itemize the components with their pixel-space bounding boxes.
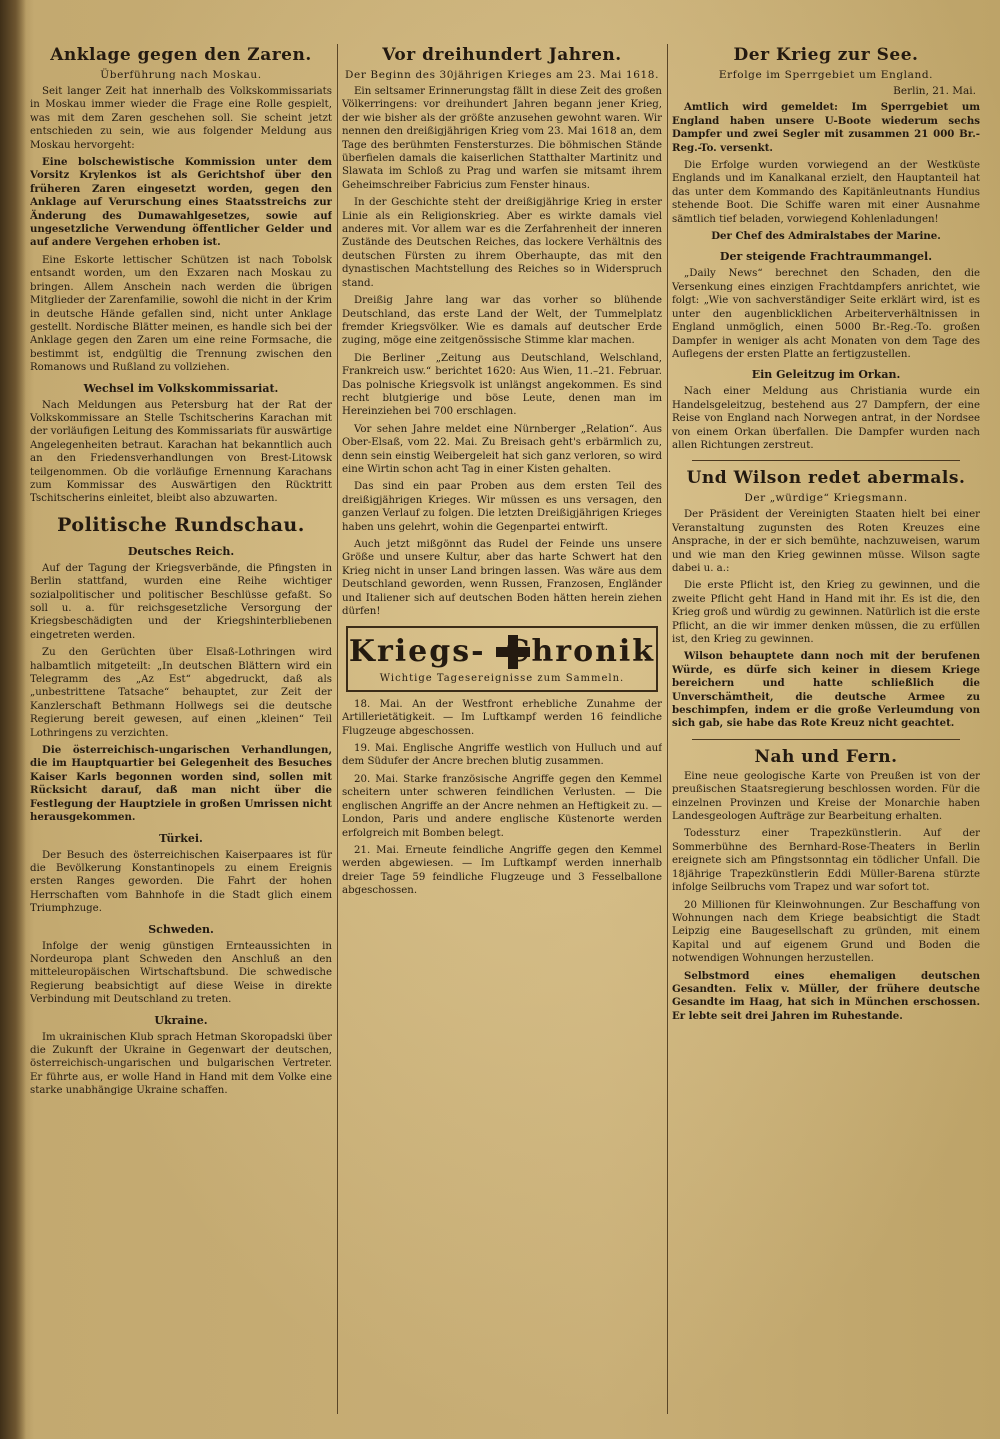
book-spine bbox=[0, 0, 26, 1439]
section-title: Politische Rundschau. bbox=[57, 513, 305, 536]
dateline: Berlin, 21. Mai. bbox=[893, 85, 976, 97]
chronik-entry: 20. Mai. Starke französische Angriffe gegen den Kemmel scheitern unter schweren feindlichen Verlusten. — Die englischen Angriffe an der Ancre nehmen an Heftigkeit zu. — London, Paris und andere englische Küstenorte werden erfolgreich mit Bomben belegt. bbox=[342, 773, 662, 839]
article-subtitle: Der Beginn des 30jährigen Krieges am 23. Mai 1618. bbox=[344, 69, 660, 81]
kriegs-chronik-box bbox=[346, 626, 658, 691]
section-heading: Wechsel im Volkskommissariat. bbox=[83, 381, 279, 395]
paragraph: Seit langer Zeit hat innerhalb des Volkskommissariats in Moskau immer wieder die Frage eine Rolle gespielt, was mit dem Zaren geschehen soll. Sie scheint jetzt entschieden zu sein, wie aus folgender Meldung aus Moskau hervorgeht: bbox=[30, 86, 332, 151]
paragraph: Der Präsident der Vereinigten Staaten hielt bei einer Veranstaltung zugunsten des Roten Kreuzes eine Ansprache, in der er sich bemühte, nachzuweisen, warum und wie man den Krieg gewinnen müsse. Wilson sagte dabei u. a.: bbox=[672, 509, 980, 574]
chronik-title-left: Kriegs- bbox=[348, 634, 486, 670]
chronik-entries bbox=[342, 698, 662, 898]
chronik-entry: 21. Mai. Erneute feindliche Angriffe gegen den Kemmel werden abgewiesen. — Im Luftkampf werden innerhalb dreier Tage 59 feindliche Flugzeuge und 3 Fesselballone abgeschossen. bbox=[342, 844, 662, 897]
paragraph: Der Besuch des österreichischen Kaiserpaares ist für die Bevölkerung Konstantinopels zu einem Ereignis ersten Ranges geworden. Die Fahrt der hohen Herrschaften vom Bahnhofe in die Stadt glich einem Triumphzuge. bbox=[30, 849, 332, 915]
paragraph: Vor sehen Jahre meldet eine Nürnberger „Relation“. Aus Ober-Elsaß, vom 22. Mai. Zu Breisach geht's erbärmlich zu, denn sein einstig Weibergeleit hat sich ganz verloren, so wird eine Wirtin schon acht Tag in einer Kisten gehalten. bbox=[342, 423, 662, 475]
divider bbox=[692, 739, 960, 740]
chronik-entry: 18. Mai. An der Westfront erhebliche Zunahme der Artillerietätigkeit. — Im Luftkampf werden 16 feindliche Flugzeuge abgeschossen. bbox=[342, 698, 662, 737]
section-heading: Deutsches Reich. bbox=[127, 544, 235, 558]
section-heading: Ein Geleitzug im Orkan. bbox=[751, 368, 901, 382]
chronik-subtitle: Wichtige Tagesereignisse zum Sammeln. bbox=[379, 673, 625, 685]
paragraph: Wilson behauptete dann noch mit der berufenen Würde, es dürfe sich keiner in diesem Kriege bereichern und hatte schließlich die Unverschämtheit, die deutsche Armee zu beschimpfen, indem er die große Verleumdung von sich gab, sie habe das Rote Kreuz nicht geachtet. bbox=[672, 650, 980, 730]
news-item: Selbstmord eines ehemaligen deutschen Gesandten. Felix v. Müller, der frühere deutsche Gesandte im Haag, hat sich in München erschossen. Er lebte seit drei Jahren im Ruhestande. bbox=[672, 969, 980, 1022]
article-title: Anklage gegen den Zaren. bbox=[50, 45, 312, 65]
article-subtitle: Überführung nach Moskau. bbox=[100, 69, 262, 81]
chronik-title bbox=[348, 634, 656, 670]
article-title: Der Krieg zur See. bbox=[733, 45, 919, 65]
news-item: Todessturz einer Trapezkünstlerin. Auf der Sommerbühne des Bernhard-Rose-Theaters in Berlin ereignete sich am Pfingstsonntag ein tödlicher Unfall. Die 18jährige Trapezkünstlerin Eddi Müller-Barena stürzte infolge Seilbruchs vom Trapez und war sofort tot. bbox=[672, 828, 980, 894]
paragraph: Eine Eskorte lettischer Schützen ist nach Tobolsk entsandt worden, um den Exzaren nach Moskau zu bringen. Allem Anschein nach werden die übrigen Mitglieder der Zarenfamilie, sowohl die nicht in der Krim in deutsche Hände gefallen sind, nicht unter Anklage gestellt. Nordische Blätter meinen, es handle sich bei der Anklage gegen den Zaren um eine reine Formsache, die bestimmt ist, endgültig die Trennung zwischen den Romanows und Rußland zu vollziehen. bbox=[30, 254, 332, 374]
section-heading: Schweden. bbox=[148, 922, 214, 936]
section-heading: Ukraine. bbox=[154, 1013, 208, 1027]
column-middle bbox=[342, 40, 662, 1420]
column-rule bbox=[667, 44, 668, 1414]
paragraph: Nach Meldungen aus Petersburg hat der Rat der Volkskommissare an Stelle Tschitscherins Karachan mit der vorläufigen Leitung des Kommissariats für auswärtige Angelegenheiten betraut. Karachan hat bekanntlich auch an den Friedensverhandlungen von Brest-Litowsk teilgenommen. Ob die vorläufige Ernennung Karachans zum Kommissar des Auswärtigen den Rücktritt Tschitscherins einleitet, bleibt also abzuwarten. bbox=[30, 399, 332, 505]
article-title: Vor dreihundert Jahren. bbox=[382, 45, 622, 65]
news-item: 20 Millionen für Kleinwohnungen. Zur Beschaffung von Wohnungen nach dem Kriege beabsichtigt die Stadt Leipzig eine Baugesellschaft zu gründen, mit einem Kapital und auf eigenem Grund und Boden die notwendigen Wohnungen herzustellen. bbox=[672, 899, 980, 965]
section-heading: Türkei. bbox=[159, 831, 203, 845]
paragraph: Die erste Pflicht ist, den Krieg zu gewinnen, und die zweite Pflicht geht Hand in Hand mit ihr. Es ist die, den Krieg groß und würdig zu gewinnen. Natürlich ist die erste Pflicht, an die wir immer denken müssen, die zu erfüllen ist, den Krieg zu gewinnen. bbox=[672, 580, 980, 645]
paragraph: Ein seltsamer Erinnerungstag fällt in diese Zeit des großen Völkerringens: vor dreihundert Jahren begann jener Krieg, der wie bisher als der größte anzusehen gewohnt waren. Wir nennen den dreißigjährigen Krieg vom 23. Mai 1618 an, dem Tage des berühmten Fenstersturzes. Die böhmischen Stände überfielen damals die kaiserlichen Statthalter Martinitz und Slawata im Schloß zu Prag und warfen sie mitsamt ihrem Geheimschreiber Fabricius zum Fenster hinaus. bbox=[342, 86, 662, 191]
paragraph: Zu den Gerüchten über Elsaß-Lothringen wird halbamtlich mitgeteilt: „In deutschen Blättern wird ein Telegramm des „Az Est“ abgedruckt, daß als „unbestrittene Tatsache“ behauptet, zur Zeit der Kanzlerschaft Bethmann Hollwegs sei die deutsche Regierung bereit gewesen, auf einen „kleinen“ Teil Lothringens zu verzichten. bbox=[30, 647, 332, 739]
column-right bbox=[672, 40, 980, 1420]
article-title: Und Wilson redet abermals. bbox=[686, 468, 966, 489]
paragraph: In der Geschichte steht der dreißigjährige Krieg in erster Linie als ein Religionskrieg. Aber es wirkte damals viel anderes mit. Vor allem war es die Zerfahrenheit der inneren Zustände des Deutschen Reiches, das lockere Verhältnis des deutschen Fürsten zu ihrem Oberhaupte, das mit den dynastischen Machtstellung des Reiches so in Widerspruch stand. bbox=[342, 197, 662, 289]
column-left bbox=[30, 40, 332, 1420]
paragraph: Eine bolschewistische Kommission unter dem Vorsitz Krylenkos ist als Gerichtshof über den früheren Zaren eingesetzt worden, gegen den Anklage auf Verurschung eines Staatsstreichs zur Änderung des Dumawahlgesetzes, sowie auf ungesetzliche Verwendung öffentlicher Gelder und auf andere Vergehen erhoben ist. bbox=[30, 156, 332, 249]
article-subtitle: Erfolge im Sperrgebiet um England. bbox=[718, 69, 934, 81]
section-title: Nah und Fern. bbox=[754, 746, 898, 767]
chronik-title-right: Chronik bbox=[505, 634, 656, 670]
paragraph: Das sind ein paar Proben aus dem ersten Teil des dreißigjährigen Krieges. Wir müssen es uns versagen, den ganzen Verlauf zu folgen. Die letzten Dreißigjährigen Krieges haben uns gelehrt, wohin die Gegenpartei entwirft. bbox=[342, 481, 662, 533]
paragraph: Nach einer Meldung aus Christiania wurde ein Handelsgeleitzug, bestehend aus 27 Dampfern, der eine Reise von England nach Norwegen antrat, in der Nordsee von einem Orkan überfallen. Die Dampfer wurden nach allen Richtungen zerstreut. bbox=[672, 386, 980, 451]
paragraph: Amtlich wird gemeldet: Im Sperrgebiet um England haben unsere U-Boote wiederum sechs Dampfer und zwei Segler mit zusammen 21 000 Br.-Reg.-To. versenkt. bbox=[672, 101, 980, 154]
chronik-entry: 19. Mai. Englische Angriffe westlich von Hulluch und auf dem Südufer der Ancre brechen blutig zusammen. bbox=[342, 743, 662, 768]
news-item: Eine neue geologische Karte von Preußen ist von der preußischen Staatsregierung beschlossen worden. Für die einzelnen Provinzen und Kreise der Monarchie haben Landesgeologen Aufträge zur Bearbeitung erhalten. bbox=[672, 770, 980, 823]
divider bbox=[692, 460, 960, 461]
section-heading: Der steigende Frachtraummangel. bbox=[719, 250, 933, 264]
paragraph: Im ukrainischen Klub sprach Hetman Skoropadski über die Zukunft der Ukraine in Gegenwart der deutschen, österreichisch-ungarischen und bulgarischen Vertreter. Er führte aus, er wolle Hand in Hand mit dem Volke eine starke unabhängige Ukraine schaffen. bbox=[30, 1031, 332, 1097]
column-rule bbox=[337, 44, 338, 1414]
paragraph: Auf der Tagung der Kriegsverbände, die Pfingsten in Berlin stattfand, wurden eine Reihe wichtiger sozialpolitischer und politischer Beschlüsse gefaßt. So soll u. a. für reichsgesetzliche Versorgung der Kriegsbeschädigten und der Kriegshinterbliebenen eingetreten werden. bbox=[30, 562, 332, 641]
article-subtitle: Der „würdige“ Kriegsmann. bbox=[744, 492, 908, 505]
paragraph: Die Erfolge wurden vorwiegend an der Westküste Englands und im Kanalkanal erzielt, den Hauptanteil hat das unter dem Kommando des Kapitänleutnants Hundius stehende Boot. Die Schiffe waren mit einer Ausnahme sämtlich tief beladen, vorwiegend Kohlenladungen! bbox=[672, 160, 980, 225]
paragraph: „Daily News“ berechnet den Schaden, den die Versenkung eines einzigen Frachtdampfers anrichtet, wie folgt: „Wie von sachverständiger Seite erklärt wird, ist es unter den augenblicklichen Arbeiterverhältnissen in England unmöglich, einen 5000 Br.-Reg.-To. großen Dampfer in weniger als acht Monaten von dem Tage des Auflegens der ersten Platte an fertigzustellen. bbox=[672, 268, 980, 360]
signature-line: Der Chef des Admiralstabes der Marine. bbox=[711, 230, 941, 243]
paragraph: Auch jetzt mißgönnt das Rudel der Feinde uns unsere Größe und unsere Kultur, aber das harte Schwert hat den Krieg nicht in unser Land bringen lassen. Was wäre aus dem Deutschland geworden, wenn Russen, Franzosen, Engländer und Italiener sich auf deutschen Boden hätten herein ziehen dürfen! bbox=[342, 539, 662, 618]
paragraph: Infolge der wenig günstigen Ernteaussichten in Nordeuropa plant Schweden den Anschluß an den mitteleuropäischen Wirtschaftsbund. Die schwedische Regierung beabsichtigt auf diese Weise in direkte Verbindung mit Deutschland zu treten. bbox=[30, 940, 332, 1006]
paragraph: Dreißig Jahre lang war das vorher so blühende Deutschland, das erste Land der Welt, der Tummelplatz fremder Kriegsvölker. Wie es damals auf deutscher Erde zuging, möge eine zeitgenössische Stimme klar machen. bbox=[342, 295, 662, 347]
paragraph: Die Berliner „Zeitung aus Deutschland, Welschland, Frankreich usw.“ berichtet 1620: Aus Wien, 11.–21. Februar. Das polnische Kriegsvolk ist unlängst angekommen. Es sind recht blutgierige und böse Leute, denen man im Hereinziehen bei 700 erschlagen. bbox=[342, 352, 662, 418]
paragraph: Die österreichisch-ungarischen Verhandlungen, die im Hauptquartier bei Gelegenheit des Besuches Kaiser Karls begonnen worden sind, sollen mit Rücksicht darauf, daß man nicht über die Festlegung der Hauptziele in großen Umrissen nicht herausgekommen. bbox=[30, 744, 332, 824]
